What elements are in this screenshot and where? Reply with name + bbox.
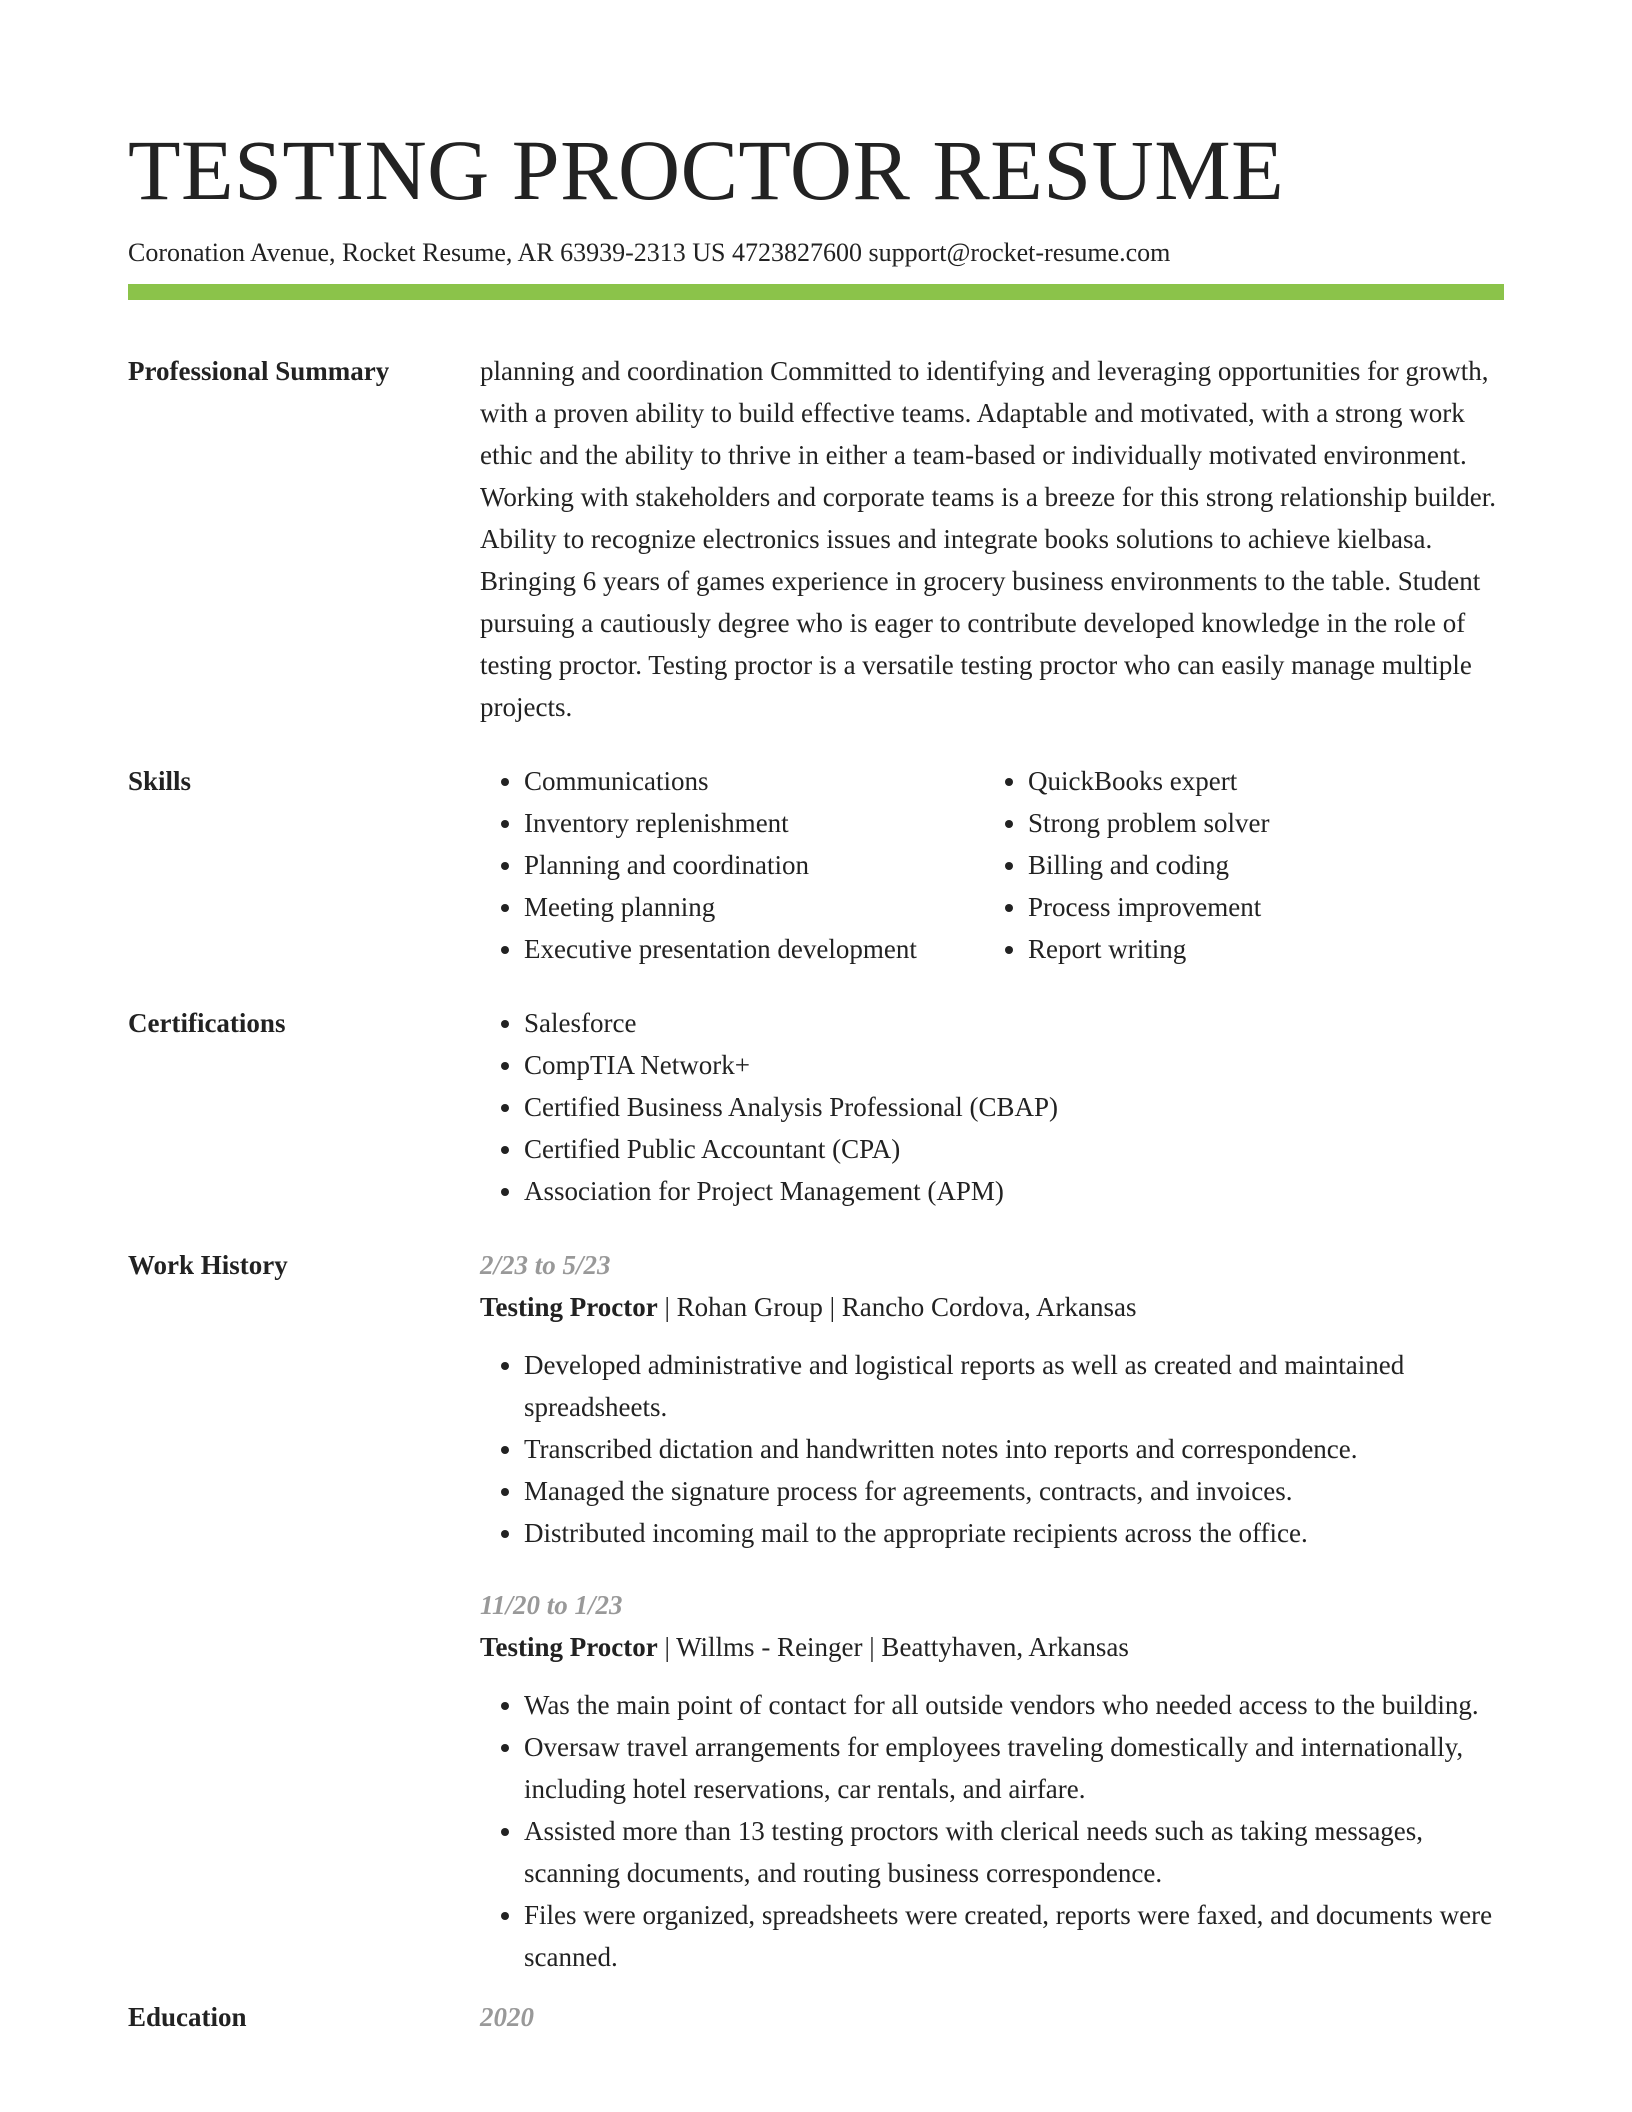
skills-section <box>128 760 1504 970</box>
skill-item: • Inventory replenishment <box>524 802 984 844</box>
skill-item: • Billing and coding <box>1028 844 1269 886</box>
skill-item: • Strong problem solver <box>1028 802 1269 844</box>
skill-item: • Planning and coordination <box>524 844 984 886</box>
certification-item: • CompTIA Network+ <box>524 1044 1504 1086</box>
job-entry <box>480 1584 1504 1978</box>
education-year: 2020 <box>480 2002 534 2032</box>
resume-title: TESTING PROCTOR RESUME <box>128 122 1285 218</box>
job-header <box>480 1626 1504 1668</box>
certification-item: • Certified Public Accountant (CPA) <box>524 1128 1504 1170</box>
skill-item: • Process improvement <box>1028 886 1269 928</box>
job-dates: 11/20 to 1/23 <box>480 1590 623 1620</box>
resume-page <box>128 0 1504 2038</box>
contact-line: Coronation Avenue, Rocket Resume, AR 63939-2313 US 4723827600 support@rocket-resume.com <box>128 238 1171 267</box>
job-bullet: • Distributed incoming mail to the appropriate recipients across the office. <box>524 1512 1504 1554</box>
job-entry <box>480 1244 1504 1554</box>
job-title: Testing Proctor <box>480 1292 658 1322</box>
job-bullet: • Developed administrative and logistical reports as well as created and maintained spreadsheets. <box>524 1344 1504 1428</box>
job-bullet: • Assisted more than 13 testing proctors with clerical needs such as taking messages, scanning documents, and routing business correspondence. <box>524 1810 1504 1894</box>
skill-item: • Communications <box>524 760 984 802</box>
certification-item: • Association for Project Management (APM) <box>524 1170 1504 1212</box>
summary-section <box>128 350 1504 728</box>
job-bullet: • Managed the signature process for agreements, contracts, and invoices. <box>524 1470 1504 1512</box>
certifications-section <box>128 1002 1504 1212</box>
skill-item: • Report writing <box>1028 928 1269 970</box>
skill-item: • Executive presentation development <box>524 928 984 970</box>
summary-text: planning and coordination Committed to identifying and leveraging opportunities for growth, with a proven ability to build effective teams. Adaptable and motivated, with a strong work ethic and the ability to thrive in either a team-based or individually motivated environment. Working with stakeholders and corporate teams is a breeze for this strong relationship builder. Ability to recognize electronics issues and integrate books solutions to achieve kielbasa. Bringing 6 years of games experience in grocery business environments to the table. Student pursuing a cautiously degree who is eager to contribute developed knowledge in the role of testing proctor. Testing proctor is a versatile testing proctor who can easily manage multiple projects. <box>480 356 1497 722</box>
job-dates: 2/23 to 5/23 <box>480 1250 611 1280</box>
skills-list-left <box>480 760 984 970</box>
section-label-education: Education <box>128 2002 247 2032</box>
section-label-work-history: Work History <box>128 1250 288 1280</box>
job-title: Testing Proctor <box>480 1632 658 1662</box>
certification-item: • Salesforce <box>524 1002 1504 1044</box>
section-label-skills: Skills <box>128 766 192 796</box>
job-bullet: • Transcribed dictation and handwritten notes into reports and correspondence. <box>524 1428 1504 1470</box>
header-divider <box>128 284 1504 300</box>
job-header <box>480 1286 1504 1328</box>
job-details: | Willms - Reinger | Beattyhaven, Arkansas <box>657 1632 1129 1662</box>
section-label-certifications: Certifications <box>128 1008 286 1038</box>
certification-item: • Certified Business Analysis Professional (CBAP) <box>524 1086 1504 1128</box>
job-bullet: • Files were organized, spreadsheets were created, reports were faxed, and documents were scanned. <box>524 1894 1504 1978</box>
job-bullets <box>480 1684 1504 1978</box>
job-bullets <box>480 1344 1504 1554</box>
job-bullet: • Was the main point of contact for all outside vendors who needed access to the building. <box>524 1684 1504 1726</box>
work-history-section <box>128 1244 1504 1978</box>
section-label-summary: Professional Summary <box>128 356 390 386</box>
skills-list-right <box>984 760 1269 970</box>
job-details: | Rohan Group | Rancho Cordova, Arkansas <box>657 1292 1137 1322</box>
job-bullet: • Oversaw travel arrangements for employees traveling domestically and internationally, including hotel reservations, car rentals, and airfare. <box>524 1726 1504 1810</box>
skill-item: • QuickBooks expert <box>1028 760 1269 802</box>
skill-item: • Meeting planning <box>524 886 984 928</box>
certifications-list <box>480 1002 1504 1212</box>
education-section <box>128 1996 1504 2038</box>
